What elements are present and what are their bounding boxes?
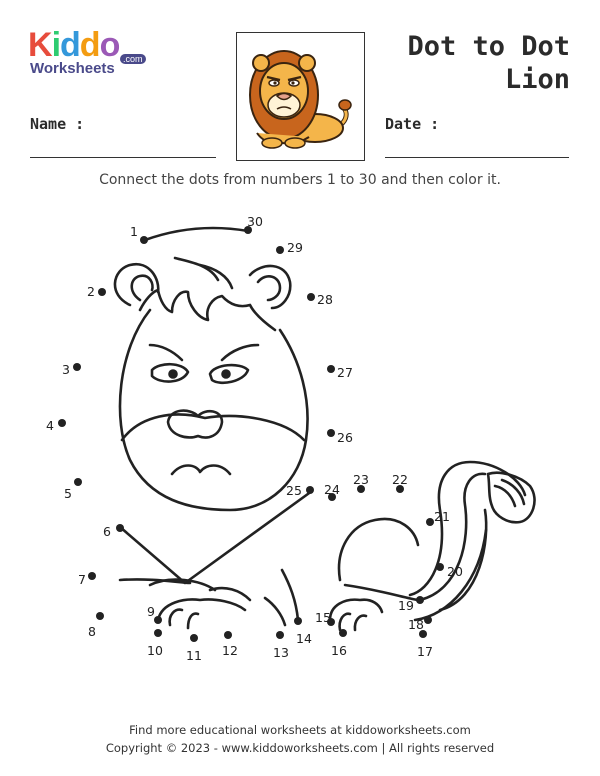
dot-label-7: 7 <box>78 572 86 587</box>
dot-3 <box>73 363 81 371</box>
dot-label-12: 12 <box>222 643 238 658</box>
dot-8 <box>96 612 104 620</box>
logo-com: .com <box>120 54 146 64</box>
dot-4 <box>58 419 66 427</box>
dot-label-29: 29 <box>287 240 303 255</box>
dot-20 <box>436 563 444 571</box>
dot-label-2: 2 <box>87 284 95 299</box>
dot-label-14: 14 <box>296 631 312 646</box>
name-label: Name : <box>30 115 85 133</box>
logo-letter-i: i <box>51 26 61 64</box>
dot-label-17: 17 <box>417 644 433 659</box>
dot-label-9: 9 <box>147 604 155 619</box>
dot-label-4: 4 <box>46 418 54 433</box>
dot-1 <box>140 236 148 244</box>
dot-19 <box>416 596 424 604</box>
footer-line-1: Find more educational worksheets at kiddoworksheets.com <box>129 723 471 737</box>
dot-label-20: 20 <box>447 564 463 579</box>
logo-letter-o: o <box>99 26 120 64</box>
dot-16 <box>339 629 347 637</box>
dot-14 <box>294 617 302 625</box>
instructions-text: Connect the dots from numbers 1 to 30 and then color it. <box>99 172 501 188</box>
dot-6 <box>116 524 124 532</box>
dot-7 <box>88 572 96 580</box>
title-line-1: Dot to Dot <box>407 31 570 62</box>
dot-label-23: 23 <box>353 472 369 487</box>
dot-13 <box>276 631 284 639</box>
dot-12 <box>224 631 232 639</box>
logo-subtitle: Worksheets <box>30 60 115 77</box>
dot-label-19: 19 <box>398 598 414 613</box>
dot-label-26: 26 <box>337 430 353 445</box>
dot-label-21: 21 <box>434 509 450 524</box>
dot-label-13: 13 <box>273 645 289 660</box>
footer-line-2: Copyright © 2023 - www.kiddoworksheets.com | All rights reserved <box>105 741 495 755</box>
logo-letter-k: K <box>28 26 52 64</box>
dot-label-8: 8 <box>88 624 96 639</box>
dot-2 <box>98 288 106 296</box>
dot-18 <box>424 616 432 624</box>
dot-label-5: 5 <box>64 486 72 501</box>
dot-label-1: 1 <box>130 224 138 239</box>
dot-label-15: 15 <box>315 610 331 625</box>
dot-label-11: 11 <box>186 648 202 663</box>
dot-28 <box>307 293 315 301</box>
dot-label-30: 30 <box>247 214 263 229</box>
dot-label-3: 3 <box>62 362 70 377</box>
dot-27 <box>327 365 335 373</box>
dot-29 <box>276 246 284 254</box>
dot-label-25: 25 <box>286 483 302 498</box>
dot-label-10: 10 <box>147 643 163 658</box>
dot-26 <box>327 429 335 437</box>
dot-25 <box>306 486 314 494</box>
logo-letter-d2: d <box>79 26 100 64</box>
dot-label-27: 27 <box>337 365 353 380</box>
dot-label-24: 24 <box>324 482 340 497</box>
dot-label-22: 22 <box>392 472 408 487</box>
dot-label-28: 28 <box>317 292 333 307</box>
dot-9 <box>154 616 162 624</box>
dot-10 <box>154 629 162 637</box>
dot-label-18: 18 <box>408 617 424 632</box>
dot-label-6: 6 <box>103 524 111 539</box>
title-line-2: Lion <box>504 64 570 95</box>
dot-label-16: 16 <box>331 643 347 658</box>
logo-letter-d1: d <box>60 26 80 64</box>
lion-outline <box>115 228 535 630</box>
date-label: Date : <box>385 115 440 133</box>
dot-21 <box>426 518 434 526</box>
dot-5 <box>74 478 82 486</box>
dot-11 <box>190 634 198 642</box>
